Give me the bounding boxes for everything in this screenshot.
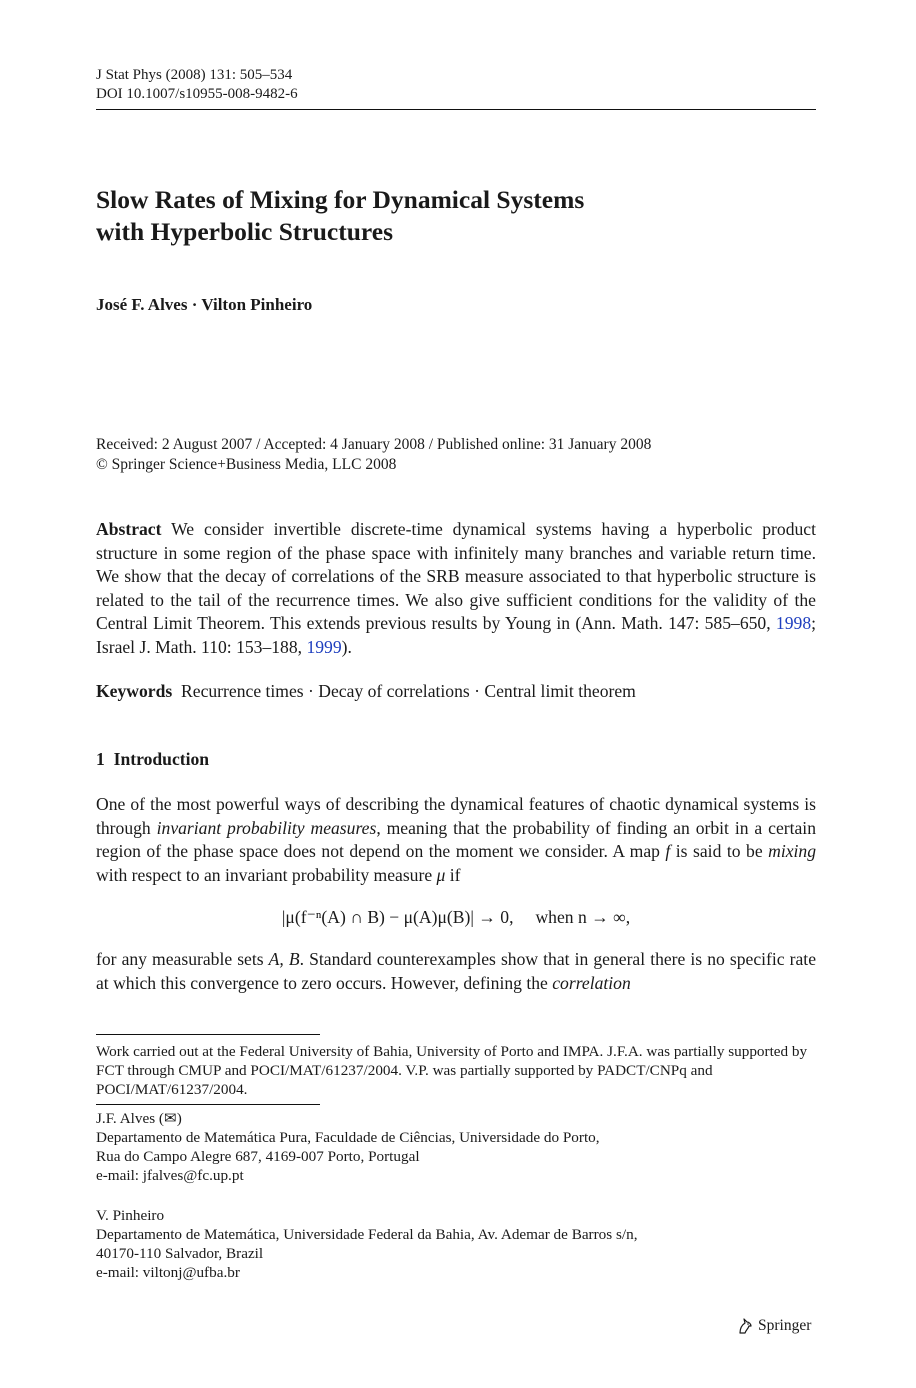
abstract-label: Abstract	[96, 519, 162, 539]
equation-text: |μ(f⁻ⁿ(A) ∩ B) − μ(A)μ(B)| → 0, when n → ∞,	[281, 907, 631, 927]
title-line-1: Slow Rates of Mixing for Dynamical Systems	[96, 185, 585, 214]
affiliation-rule	[96, 1104, 320, 1105]
keywords-label: Keywords	[96, 681, 173, 701]
springer-horse-icon	[736, 1317, 754, 1335]
author-department: Departamento de Matemática, Universidade Federal da Bahia, Av. Ademar de Barros s/n,	[96, 1226, 638, 1243]
publisher-logo	[736, 1316, 811, 1336]
authors: José F. Alves · Vilton Pinheiro	[96, 295, 313, 314]
keywords	[96, 680, 636, 703]
keywords-text: Recurrence times · Decay of correlations · Central limit theorem	[181, 681, 636, 701]
intro-text: with respect to an invariant probability measure	[96, 864, 437, 885]
author-address: Rua do Campo Alegre 687, 4169-007 Porto, Portugal	[96, 1148, 420, 1165]
intro-emphasis-invariant: invariant probability measures	[156, 817, 377, 838]
journal-citation: J Stat Phys (2008) 131: 505–534	[96, 67, 293, 83]
doi: DOI 10.1007/s10955-008-9482-6	[96, 86, 298, 102]
affiliation-pinheiro	[96, 1206, 816, 1282]
abstract-text-end: ).	[341, 636, 352, 657]
author-department: Departamento de Matemática Pura, Faculdade de Ciências, Universidade do Porto,	[96, 1129, 600, 1146]
author-name: J.F. Alves (✉)	[96, 1110, 182, 1127]
intro-text: is said to be	[670, 841, 769, 862]
math-f: f	[665, 841, 671, 862]
section-title: Introduction	[113, 749, 210, 769]
section-heading	[96, 748, 209, 771]
funding-footnote: Work carried out at the Federal University of Bahia, University of Porto and IMPA. J.F.A. was partially supported by FCT through CMUP and POCI/MAT/61237/2004. V.P. was partially supported by PADCT/CNPq and POCI/MAT/61237/2004.	[96, 1043, 808, 1098]
intro-emphasis-mixing: mixing	[768, 841, 817, 862]
author-name: V. Pinheiro	[96, 1207, 165, 1224]
intro-emphasis-correlation: correlation	[552, 972, 631, 993]
intro-text: for any measurable sets	[96, 949, 269, 969]
citation-link-1998[interactable]: 1998	[775, 613, 812, 634]
section-number: 1	[96, 749, 105, 769]
received-accepted-line: Received: 2 August 2007 / Accepted: 4 January 2008 / Published online: 31 January 2008	[96, 436, 652, 453]
intro-paragraph-2	[96, 948, 816, 995]
title-line-2: with Hyperbolic Structures	[96, 217, 394, 246]
publisher-name: Springer	[758, 1317, 812, 1334]
paper-title	[96, 184, 736, 248]
math-mu: μ	[436, 864, 446, 885]
header-rule	[96, 109, 816, 110]
abstract	[96, 518, 816, 660]
abstract-text: We consider invertible discrete-time dynamical systems having a hyperbolic product structure in some region of the phase space with infinitely many branches and variable return time. We show that the decay of correlations of the SRB measure associated to that hyperbolic structure is related to the tail of the recurrence times. We also give sufficient conditions for the validity of the Central Limit Theorem. This extends previous results by Young in (Ann. Math. 147: 585–650,	[96, 519, 816, 634]
abstract-text-middle: ; Israel J. Math. 110: 153–188,	[96, 613, 816, 657]
publication-dates	[96, 435, 651, 474]
author-address: 40170-110 Salvador, Brazil	[96, 1245, 264, 1262]
author-email: e-mail: jfalves@fc.up.pt	[96, 1167, 244, 1184]
running-header	[96, 66, 298, 104]
intro-text: One of the most powerful ways of describing the dynamical features of chaotic dynamical systems is through	[96, 794, 816, 838]
footnote-rule	[96, 1034, 320, 1035]
author-email: e-mail: viltonj@ufba.br	[96, 1264, 240, 1281]
copyright-line: © Springer Science+Business Media, LLC 2008	[96, 455, 397, 473]
mixing-equation	[96, 906, 816, 929]
intro-text: , meaning that the probability of finding an orbit in a certain region of the phase space does not depend on the moment we consider. A map	[96, 817, 816, 862]
affiliation-alves	[96, 1109, 816, 1185]
intro-text: . Standard counterexamples show that in general there is no specific rate at which this convergence to zero occurs. However, defining the	[96, 949, 817, 993]
citation-link-1999[interactable]: 1999	[306, 636, 342, 657]
intro-paragraph-1	[96, 793, 816, 887]
intro-text: if	[445, 864, 461, 885]
math-sets: A, B	[268, 949, 300, 969]
